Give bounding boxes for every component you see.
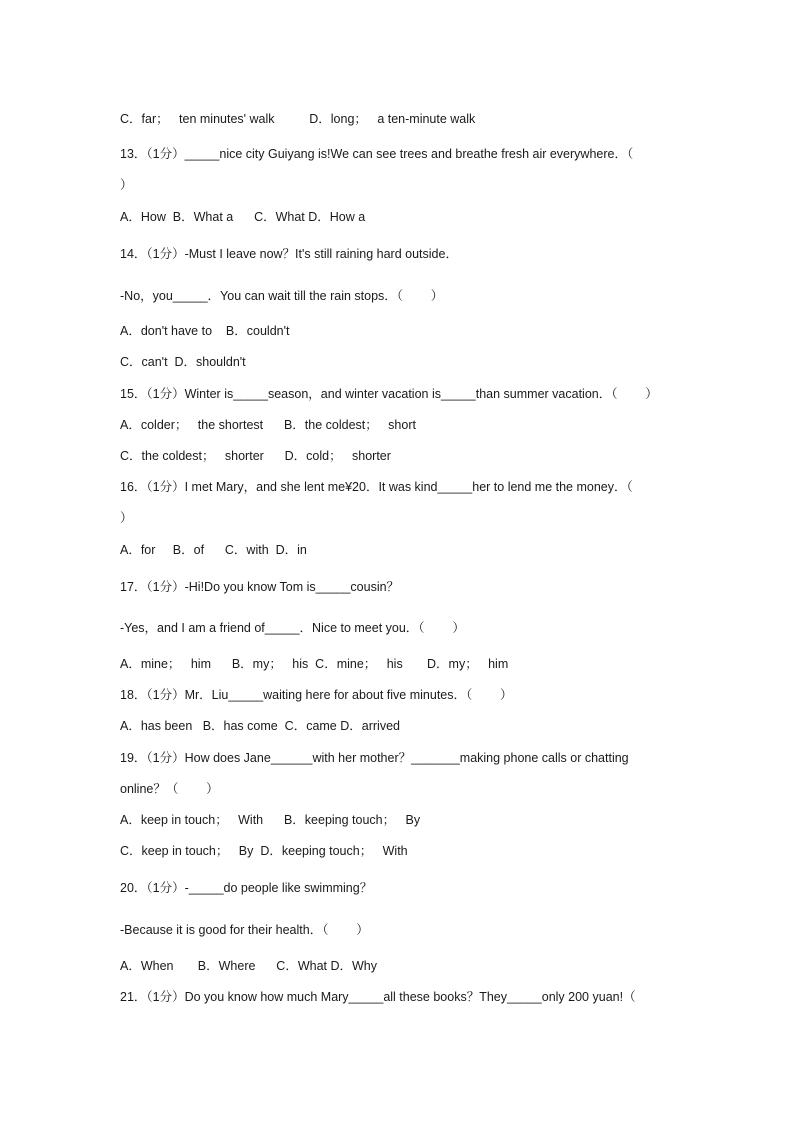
q14-options-ab: A．don't have to B．couldn't [120,324,290,338]
q13-stem: 13．（1分）_____nice city Guiyang is!We can see trees and breathe fresh air everywhere．（ [120,147,634,161]
q15-options-cd: C．the coldest； shorter D．cold； shorter [120,449,391,463]
q13-stem-close: ） [120,178,133,192]
q17-stem: 17．（1分）-Hi!Do you know Tom is_____cousin？ [120,580,400,594]
q14-options-cd: C．can't D．shouldn't [120,355,246,369]
q12-options-cd: C．far； ten minutes' walk D．long； a ten-minute walk [120,112,476,126]
q18-stem: 18．（1分）Mr．Liu_____waiting here for about five minutes．（ ） [120,688,513,702]
q13-options: A．How B．What a C．What D．How a [120,210,366,224]
q15-stem: 15．（1分）Winter is_____season，and winter vacation is_____than summer vacation．（ ） [120,387,658,401]
q19-stem: 19．（1分）How does Jane______with her mother？_______making phone calls or chatting [120,751,629,765]
q16-stem: 16．（1分）I met Mary，and she lent me¥20．It was kind_____her to lend me the money．（ [120,480,633,494]
q14-response: -No，you_____．You can wait till the rain stops．（ ） [120,289,444,303]
q17-options: A．mine； him B．my； his C．mine； his D．my； him [120,657,509,671]
q15-options-ab: A．colder； the shortest B．the coldest； short [120,418,416,432]
q18-options: A．has been B．has come C．came D．arrived [120,719,400,733]
q17-response: -Yes，and I am a friend of_____．Nice to meet you．（ ） [120,621,465,635]
q20-stem: 20．（1分）-_____do people like swimming？ [120,881,373,895]
q21-stem: 21．（1分）Do you know how much Mary_____all these books？They_____only 200 yuan!（ [120,990,636,1004]
q16-stem-close: ） [120,511,133,525]
q19-stem-cont: online？（ ） [120,782,219,796]
q16-options: A．for B．of C．with D．in [120,543,307,557]
q19-options-ab: A．keep in touch； With B．keeping touch； By [120,813,421,827]
q14-stem: 14．（1分）-Must I leave now？It's still raining hard outside． [120,247,458,261]
q20-options: A．When B．Where C．What D．Why [120,959,377,973]
q19-options-cd: C．keep in touch； By D．keeping touch； With [120,844,408,858]
q20-response: -Because it is good for their health．（ ） [120,923,369,937]
